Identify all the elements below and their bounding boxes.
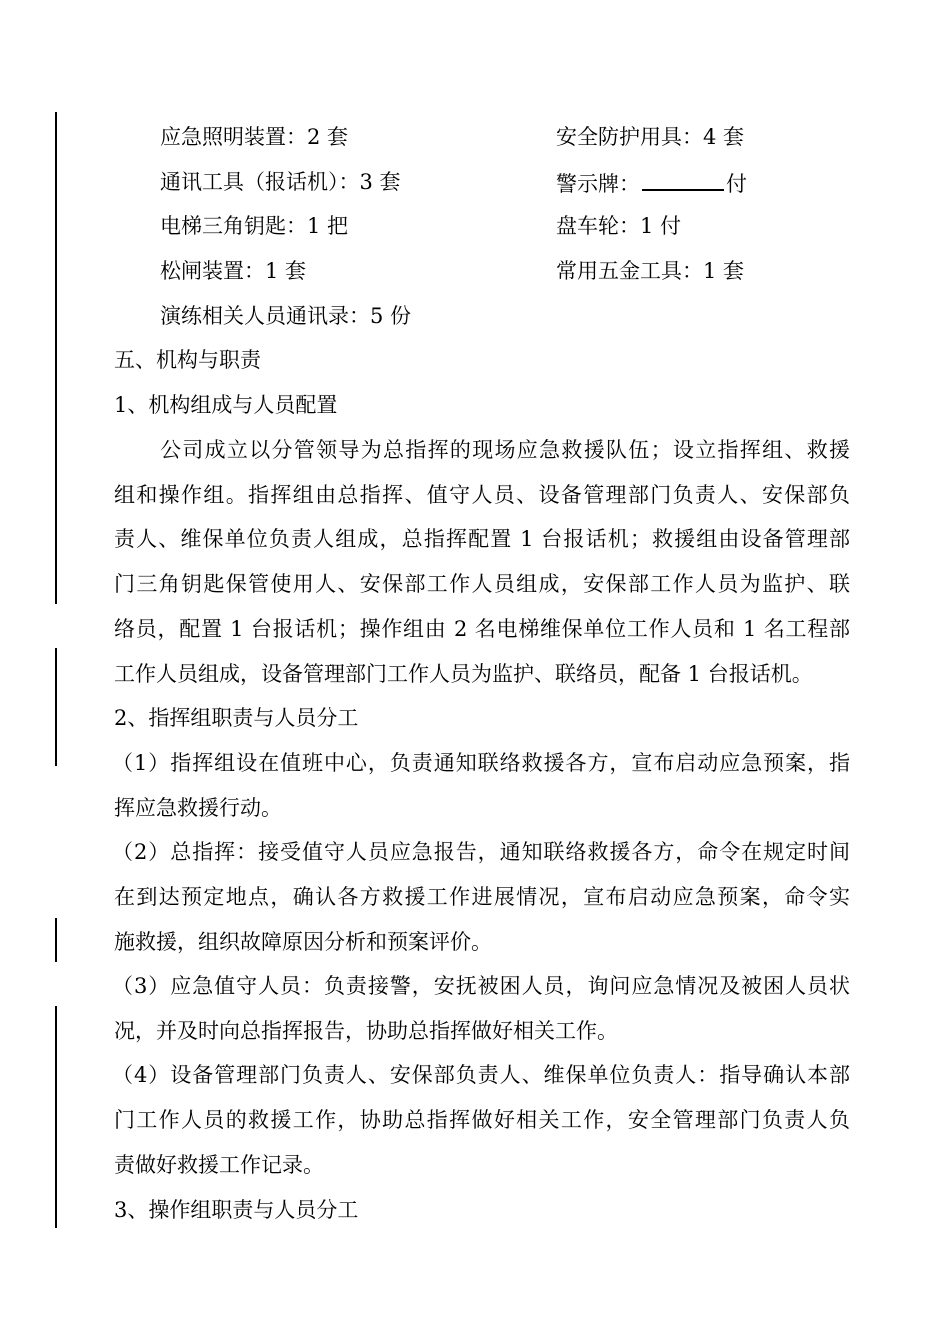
paragraph-line: 在到达预定地点，确认各方救援工作进展情况，宣布启动应急预案，命令实: [114, 885, 850, 909]
equipment-label: 警示牌：: [556, 172, 640, 196]
equipment-item: 通讯工具（报话机）：3 套: [160, 170, 401, 194]
paragraph-line: 门三角钥匙保管使用人、安保部工作人员组成，安保部工作人员为监护、联: [114, 572, 850, 596]
paragraph-line: 公司成立以分管领导为总指挥的现场应急救援队伍；设立指挥组、救援: [160, 438, 850, 462]
equipment-item: 安全防护用具：4 套: [556, 125, 745, 149]
paragraph-line: （4）设备管理部门负责人、安保部负责人、维保单位负责人：指导确认本部: [112, 1063, 850, 1087]
paragraph-line: 络员，配置 1 台报话机；操作组由 2 名电梯维保单位工作人员和 1 名工程部: [114, 617, 850, 641]
subsection-heading: 1、机构组成与人员配置: [114, 393, 338, 417]
equipment-item: 电梯三角钥匙：1 把: [160, 214, 349, 238]
equipment-item-warning-sign: [556, 167, 747, 199]
paragraph-line: 挥应急救援行动。: [114, 796, 282, 820]
paragraph-line: 责人、维保单位负责人组成，总指挥配置 1 台报话机；救援组由设备管理部: [114, 527, 850, 551]
equipment-item: 常用五金工具：1 套: [556, 259, 745, 283]
paragraph-line: （3）应急值守人员：负责接警，安抚被困人员，询问应急情况及被困人员状: [112, 974, 850, 998]
subsection-heading: 3、操作组职责与人员分工: [114, 1198, 359, 1222]
paragraph-line: （2）总指挥：接受值守人员应急报告，通知联络救援各方，命令在规定时间: [112, 840, 850, 864]
paragraph-line: 工作人员组成，设备管理部门工作人员为监护、联络员，配备 1 台报话机。: [114, 662, 813, 686]
equipment-item: 演练相关人员通讯录：5 份: [160, 304, 412, 328]
equipment-item: 松闸装置：1 套: [160, 259, 307, 283]
paragraph-line: 门工作人员的救援工作，协助总指挥做好相关工作，安全管理部门负责人负: [114, 1108, 850, 1132]
subsection-heading: 2、指挥组职责与人员分工: [114, 706, 359, 730]
revision-bar: [55, 112, 57, 604]
equipment-item: 应急照明装置：2 套: [160, 125, 349, 149]
section-heading: 五、机构与职责: [114, 348, 261, 372]
paragraph-line: （1）指挥组设在值班中心，负责通知联络救援各方，宣布启动应急预案，指: [112, 751, 850, 775]
revision-bar: [55, 1006, 57, 1228]
equipment-item: 盘车轮：1 付: [556, 214, 682, 238]
revision-bar: [55, 918, 57, 962]
paragraph-line: 况，并及时向总指挥报告，协助总指挥做好相关工作。: [114, 1019, 618, 1043]
paragraph-line: 责做好救援工作记录。: [114, 1153, 324, 1177]
paragraph-line: 施救援，组织故障原因分析和预案评价。: [114, 930, 492, 954]
paragraph-line: 组和操作组。指挥组由总指挥、值守人员、设备管理部门负责人、安保部负: [114, 483, 850, 507]
revision-bar: [55, 648, 57, 766]
fill-in-blank: [642, 167, 724, 191]
equipment-unit: 付: [726, 172, 747, 196]
